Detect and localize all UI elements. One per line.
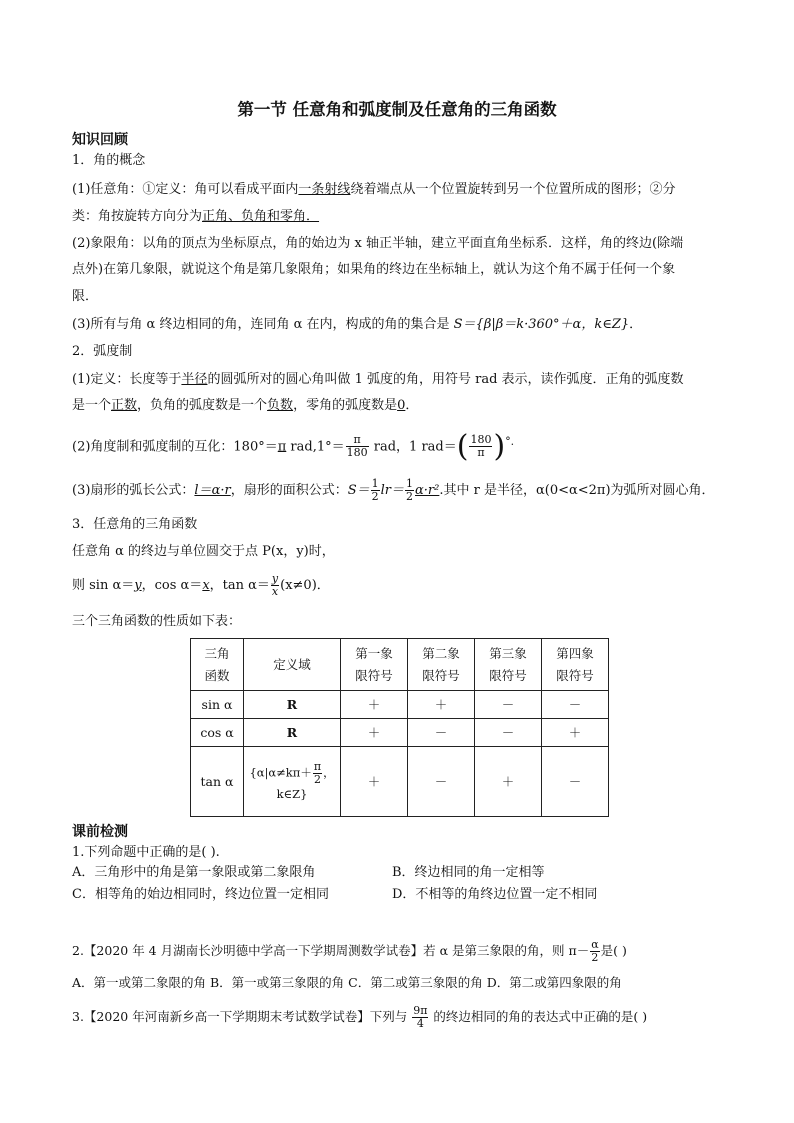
heading-radian: 2．弧度制 xyxy=(72,344,133,359)
table-header-cell: 定义域 xyxy=(244,639,341,691)
table-cell: － xyxy=(408,747,475,817)
table-header-cell: 第四象 限符号 xyxy=(542,639,609,691)
table-row xyxy=(191,691,609,719)
heading-trig-functions: 3．任意角的三角函数 xyxy=(72,517,198,532)
table-cell: ＋ xyxy=(341,691,408,719)
fraction-9pi-over-4: $\frac{9\pi}{4}$ xyxy=(413,1004,428,1030)
para-quadrant-line1: (2)象限角：以角的顶点为坐标原点，角的始边为 x 轴正半轴，建立平面直角坐标系．这样，角的终边(除端 xyxy=(72,236,684,251)
fraction-180-over-pi: $\frac{180}{\pi}$ xyxy=(470,433,492,460)
table-header-cell: 第一象 限符号 xyxy=(341,639,408,691)
para-sector-formulas: (3)扇形的弧长公式：l＝α·r，扇形的面积公式：S＝ $\frac{1}{2}$ lr＝ $\frac{1}{2}$ α·r².其中 r 是半径，α(0<α<2π)为弧所对圆心角． xyxy=(72,477,715,503)
fraction-alpha-over-2: $\frac{\alpha}{2}$ xyxy=(591,938,599,964)
table-header-cell: 第二象 限符号 xyxy=(408,639,475,691)
trig-properties-table xyxy=(190,638,609,817)
question-3: 3.【2020 年河南新乡高一下学期期末考试数学试卷】下列与 $\frac{9\pi}{4}$ 的终边相同的角的表达式中正确的是( ) xyxy=(72,1004,648,1030)
table-cell: － xyxy=(542,691,609,719)
table-cell: cos α xyxy=(191,719,244,747)
table-cell: R xyxy=(244,691,341,719)
q1-option-b: B．终边相同的角一定相等 xyxy=(392,865,545,880)
table-cell: sin α xyxy=(191,691,244,719)
para-radian-def-line2: 是一个正数，负角的弧度数是一个负数，零角的弧度数是0． xyxy=(72,398,419,413)
para-coterminal: (3)所有与角 α 终边相同的角，连同角 α 在内，构成的角的集合是 S＝{β|β＝k·360°＋α，k∈Z}． xyxy=(72,317,643,332)
table-cell: tan α xyxy=(191,747,244,817)
table-cell: － xyxy=(542,747,609,817)
para-any-angle-line2: 类：角按旋转方向分为正角、负角和零角． xyxy=(72,209,320,224)
question-1: 1.下列命题中正确的是( ). xyxy=(72,845,220,860)
fraction-pi-over-2: $\frac{\pi}{2}$ xyxy=(313,760,322,786)
table-cell: ＋ xyxy=(341,747,408,817)
table-cell: ＋ xyxy=(542,719,609,747)
para-table-intro: 三个三角函数的性质如下表： xyxy=(72,614,242,629)
table-cell: － xyxy=(408,719,475,747)
table-cell: － xyxy=(475,691,542,719)
para-radian-def-line1: (1)定义：长度等于半径的圆弧所对的圆心角叫做 1 弧度的角，用符号 rad 表示，读作弧度．正角的弧度数 xyxy=(72,372,684,387)
table-header-row xyxy=(191,639,609,691)
para-any-angle-line1: (1)任意角：①定义：角可以看成平面内一条射线绕着端点从一个位置旋转到另一个位置所成的图形；②分 xyxy=(72,182,676,197)
table-row xyxy=(191,747,609,817)
section-heading-review: 知识回顾 xyxy=(72,132,128,148)
table-cell: ＋ xyxy=(341,719,408,747)
q1-option-a: A．三角形中的角是第一象限或第二象限角 xyxy=(72,865,316,880)
section-heading-pretest: 课前检测 xyxy=(72,824,128,840)
q1-option-d: D．不相等的角终边位置一定不相同 xyxy=(392,887,598,902)
table-cell: ＋ xyxy=(408,691,475,719)
para-quadrant-line2: 点外)在第几象限，就说这个角是第几象限角；如果角的终边在坐标轴上，就认为这个角不属于任何一个象 xyxy=(72,262,676,277)
fraction-one-half-2: $\frac{1}{2}$ xyxy=(406,477,414,503)
q2-options: A．第一或第二象限的角 B．第一或第三象限的角 C．第二或第三象限的角 D．第二或第四象限的角 xyxy=(72,975,622,990)
table-cell-tan-domain: {α|α≠kπ＋ $\frac{\pi}{2}$ ， k∈Z} xyxy=(244,747,341,817)
table-cell: R xyxy=(244,719,341,747)
q1-option-c: C．相等角的始边相同时，终边位置一定相同 xyxy=(72,887,329,902)
para-conversion: (2)角度制和弧度制的互化：180°＝π rad,1°＝ $\frac{\pi}{180}$ rad，1 rad＝( $\frac{180}{\pi}$ )°. xyxy=(72,428,515,464)
table-header-cell: 第三象 限符号 xyxy=(475,639,542,691)
table-cell: ＋ xyxy=(475,747,542,817)
fraction-pi-over-180: $\frac{\pi}{180}$ xyxy=(346,433,368,460)
table-cell: － xyxy=(475,719,542,747)
table-header-cell: 三角 函数 xyxy=(191,639,244,691)
page-title: 第一节 任意角和弧度制及任意角的三角函数 xyxy=(237,100,557,119)
para-unit-circle: 任意角 α 的终边与单位圆交于点 P(x，y)时， xyxy=(72,544,335,559)
para-quadrant-line3: 限． xyxy=(72,289,99,304)
heading-angle-concept: 1．角的概念 xyxy=(72,153,146,168)
fraction-y-over-x: $\frac{y}{x}$ xyxy=(271,572,279,598)
para-trig-defs: 则 sin α＝y，cos α＝x，tan α＝ $\frac{y}{x}$ (x≠0)． xyxy=(72,572,330,598)
table-row xyxy=(191,719,609,747)
question-2: 2.【2020 年 4 月湖南长沙明德中学高一下学期周测数学试卷】若 α 是第三象限的角，则 π－ $\frac{\alpha}{2}$ 是( ) xyxy=(72,938,627,964)
fraction-one-half: $\frac{1}{2}$ xyxy=(371,477,379,503)
